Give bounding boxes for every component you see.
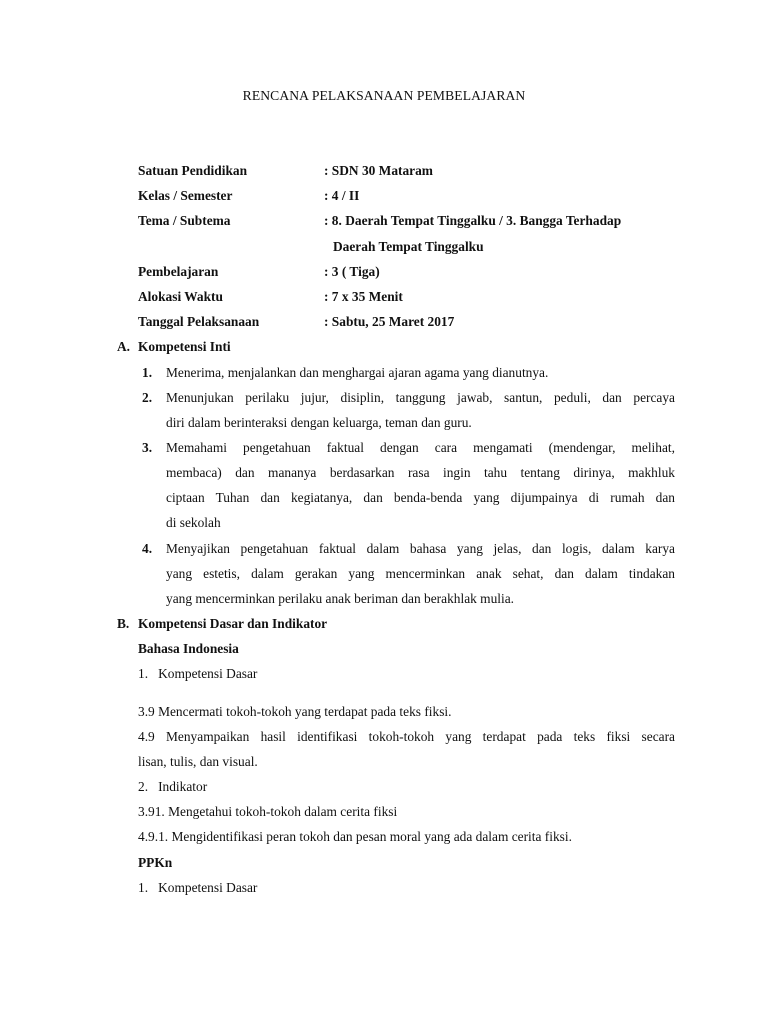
identity-value: : 4 / II bbox=[324, 188, 360, 203]
section-heading: Kompetensi Dasar dan Indikator bbox=[138, 616, 328, 631]
subject-heading: PPKn bbox=[138, 855, 173, 870]
indicator-item: 3.91. Mengetahui tokoh-tokoh dalam cerita fiksi bbox=[138, 804, 398, 819]
list-item-text: diri dalam berinteraksi dengan keluarga, teman dan guru. bbox=[166, 415, 472, 430]
identity-label: Tema / Subtema bbox=[138, 213, 231, 228]
identity-label: Alokasi Waktu bbox=[138, 289, 223, 304]
identity-value: : 7 x 35 Menit bbox=[324, 289, 403, 304]
list-item-text: di sekolah bbox=[166, 515, 221, 530]
identity-value: : Sabtu, 25 Maret 2017 bbox=[324, 314, 455, 329]
list-number: 2. bbox=[142, 390, 153, 405]
identity-value: : 3 ( Tiga) bbox=[324, 264, 380, 279]
identity-label: Kelas / Semester bbox=[138, 188, 233, 203]
list-item-text: yang estetis, dalam gerakan yang mencerminkan anak sehat, dan dalam tindakan bbox=[166, 566, 675, 581]
list-item-text: Menerima, menjalankan dan menghargai ajaran agama yang dianutnya. bbox=[166, 365, 549, 380]
section-letter: A. bbox=[117, 339, 131, 354]
kd-item: 3.9 Mencermati tokoh-tokoh yang terdapat pada teks fiksi. bbox=[138, 704, 452, 719]
list-number: 1. bbox=[142, 365, 153, 380]
list-item-text: yang mencerminkan perilaku anak beriman dan berakhlak mulia. bbox=[166, 591, 515, 606]
section-letter: B. bbox=[117, 616, 130, 631]
list-item-text: Menunjukan perilaku jujur, disiplin, tanggung jawab, santun, peduli, dan percaya bbox=[166, 390, 675, 405]
subsection-label: 2. Indikator bbox=[138, 779, 208, 794]
identity-label: Satuan Pendidikan bbox=[138, 163, 248, 178]
list-number: 4. bbox=[142, 541, 153, 556]
identity-value: : SDN 30 Mataram bbox=[324, 163, 433, 178]
document-title: RENCANA PELAKSANAAN PEMBELAJARAN bbox=[242, 88, 526, 103]
section-heading: Kompetensi Inti bbox=[138, 339, 231, 354]
identity-value: : 8. Daerah Tempat Tinggalku / 3. Bangga Terhadap bbox=[324, 213, 622, 228]
identity-label: Pembelajaran bbox=[138, 264, 219, 279]
subsection-label: 1. Kompetensi Dasar bbox=[138, 666, 258, 681]
subsection-label: 1. Kompetensi Dasar bbox=[138, 880, 258, 895]
indicator-item: 4.9.1. Mengidentifikasi peran tokoh dan pesan moral yang ada dalam cerita fiksi. bbox=[138, 829, 572, 844]
subject-heading: Bahasa Indonesia bbox=[138, 641, 239, 656]
list-item-text: Menyajikan pengetahuan faktual dalam bahasa yang jelas, dan logis, dalam karya bbox=[166, 541, 675, 556]
list-number: 3. bbox=[142, 440, 153, 455]
list-item-text: membaca) dan mananya berdasarkan rasa ingin tahu tentang dirinya, makhluk bbox=[166, 465, 675, 480]
list-item-text: Memahami pengetahuan faktual dengan cara mengamati (mendengar, melihat, bbox=[166, 440, 675, 455]
identity-label: Tanggal Pelaksanaan bbox=[138, 314, 260, 329]
list-item-text: ciptaan Tuhan dan kegiatanya, dan benda-benda yang dijumpainya di rumah dan bbox=[166, 490, 675, 505]
identity-value-continued: Daerah Tempat Tinggalku bbox=[333, 239, 484, 254]
kd-item: 4.9 Menyampaikan hasil identifikasi tokoh-tokoh yang terdapat pada teks fiksi secara bbox=[138, 729, 675, 744]
kd-item-continued: lisan, tulis, dan visual. bbox=[138, 754, 258, 769]
